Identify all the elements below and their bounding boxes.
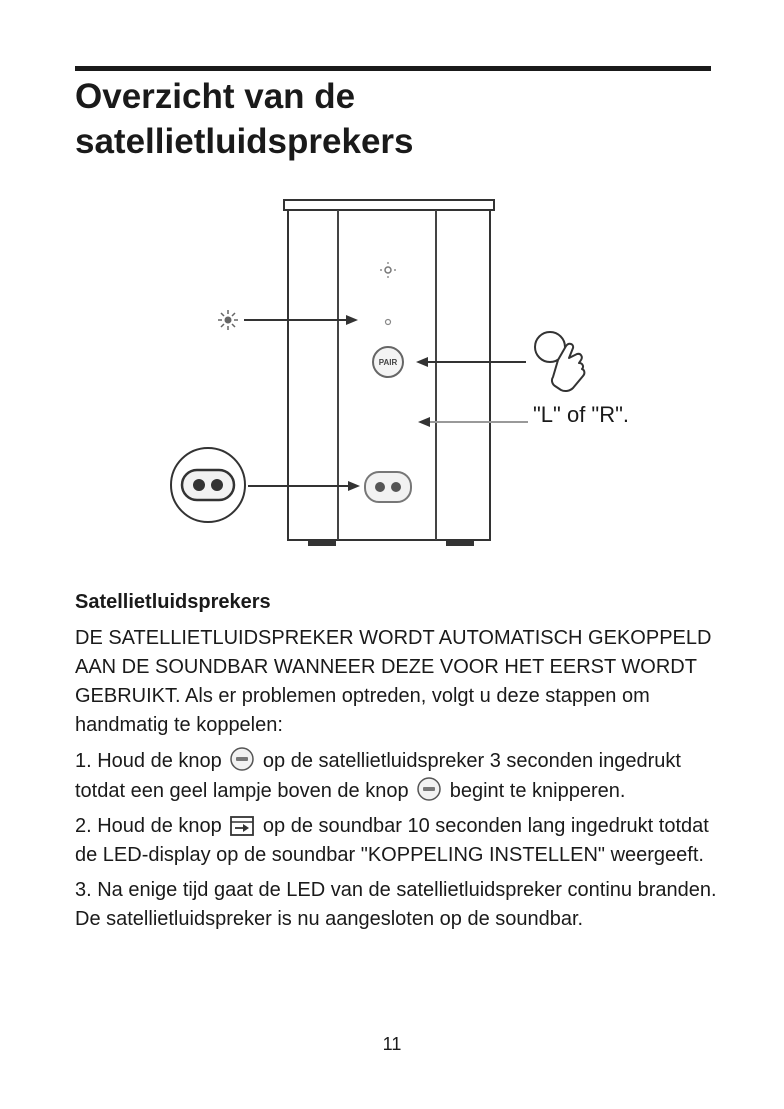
step1-text-c: begint te knipperen. (449, 780, 626, 802)
step1-text-b: op de satellietluidspreker 3 seconden ingedrukt totdat een geel lampje boven de knop (75, 750, 681, 802)
pair-button-icon (229, 746, 255, 772)
pair-button[interactable] (373, 347, 403, 377)
led-blink-icon (218, 310, 238, 330)
page-title: Overzicht van de satellietluidsprekers (75, 77, 414, 161)
press-hand-icon (535, 332, 584, 391)
page-number: 11 (382, 1034, 402, 1054)
power-socket (365, 472, 411, 502)
step1-text-a: 1. Houd de knop (75, 750, 222, 772)
intro-paragraph: DE SATELLIETLUIDSPREKER WORDT AUTOMATISCH GEKOPPELD AAN DE SOUNDBAR WANNEER DEZE VOOR HET EERST WORDT GEBRUIKT. Als er problemen optreden, volgt u deze stappen om handmatig te koppelen: (75, 627, 712, 736)
step2-text-a: 2. Houd de knop (75, 815, 222, 837)
power-connector-icon (171, 448, 245, 522)
header-rule (75, 66, 711, 71)
pair-button-label: PAIR (378, 358, 398, 367)
step2-text-b: op de soundbar 10 seconden lang ingedrukt totdat de LED-display op de soundbar "KOPPELING INSTELLEN" weergeeft. (75, 815, 709, 866)
step-3: 3. Na enige tijd gaat de LED van de satellietluidspreker continu branden. De satellietluidspreker is nu aangesloten op de soundbar. (75, 879, 717, 930)
step-1 (75, 746, 725, 806)
pair-button-icon (416, 776, 442, 802)
input-source-icon (229, 815, 255, 837)
side-label: "L" of "R". (533, 402, 630, 427)
speaker-diagram (160, 190, 640, 560)
section-heading: Satellietluidsprekers (75, 591, 271, 613)
step-2 (75, 812, 725, 870)
instructions (75, 624, 725, 940)
